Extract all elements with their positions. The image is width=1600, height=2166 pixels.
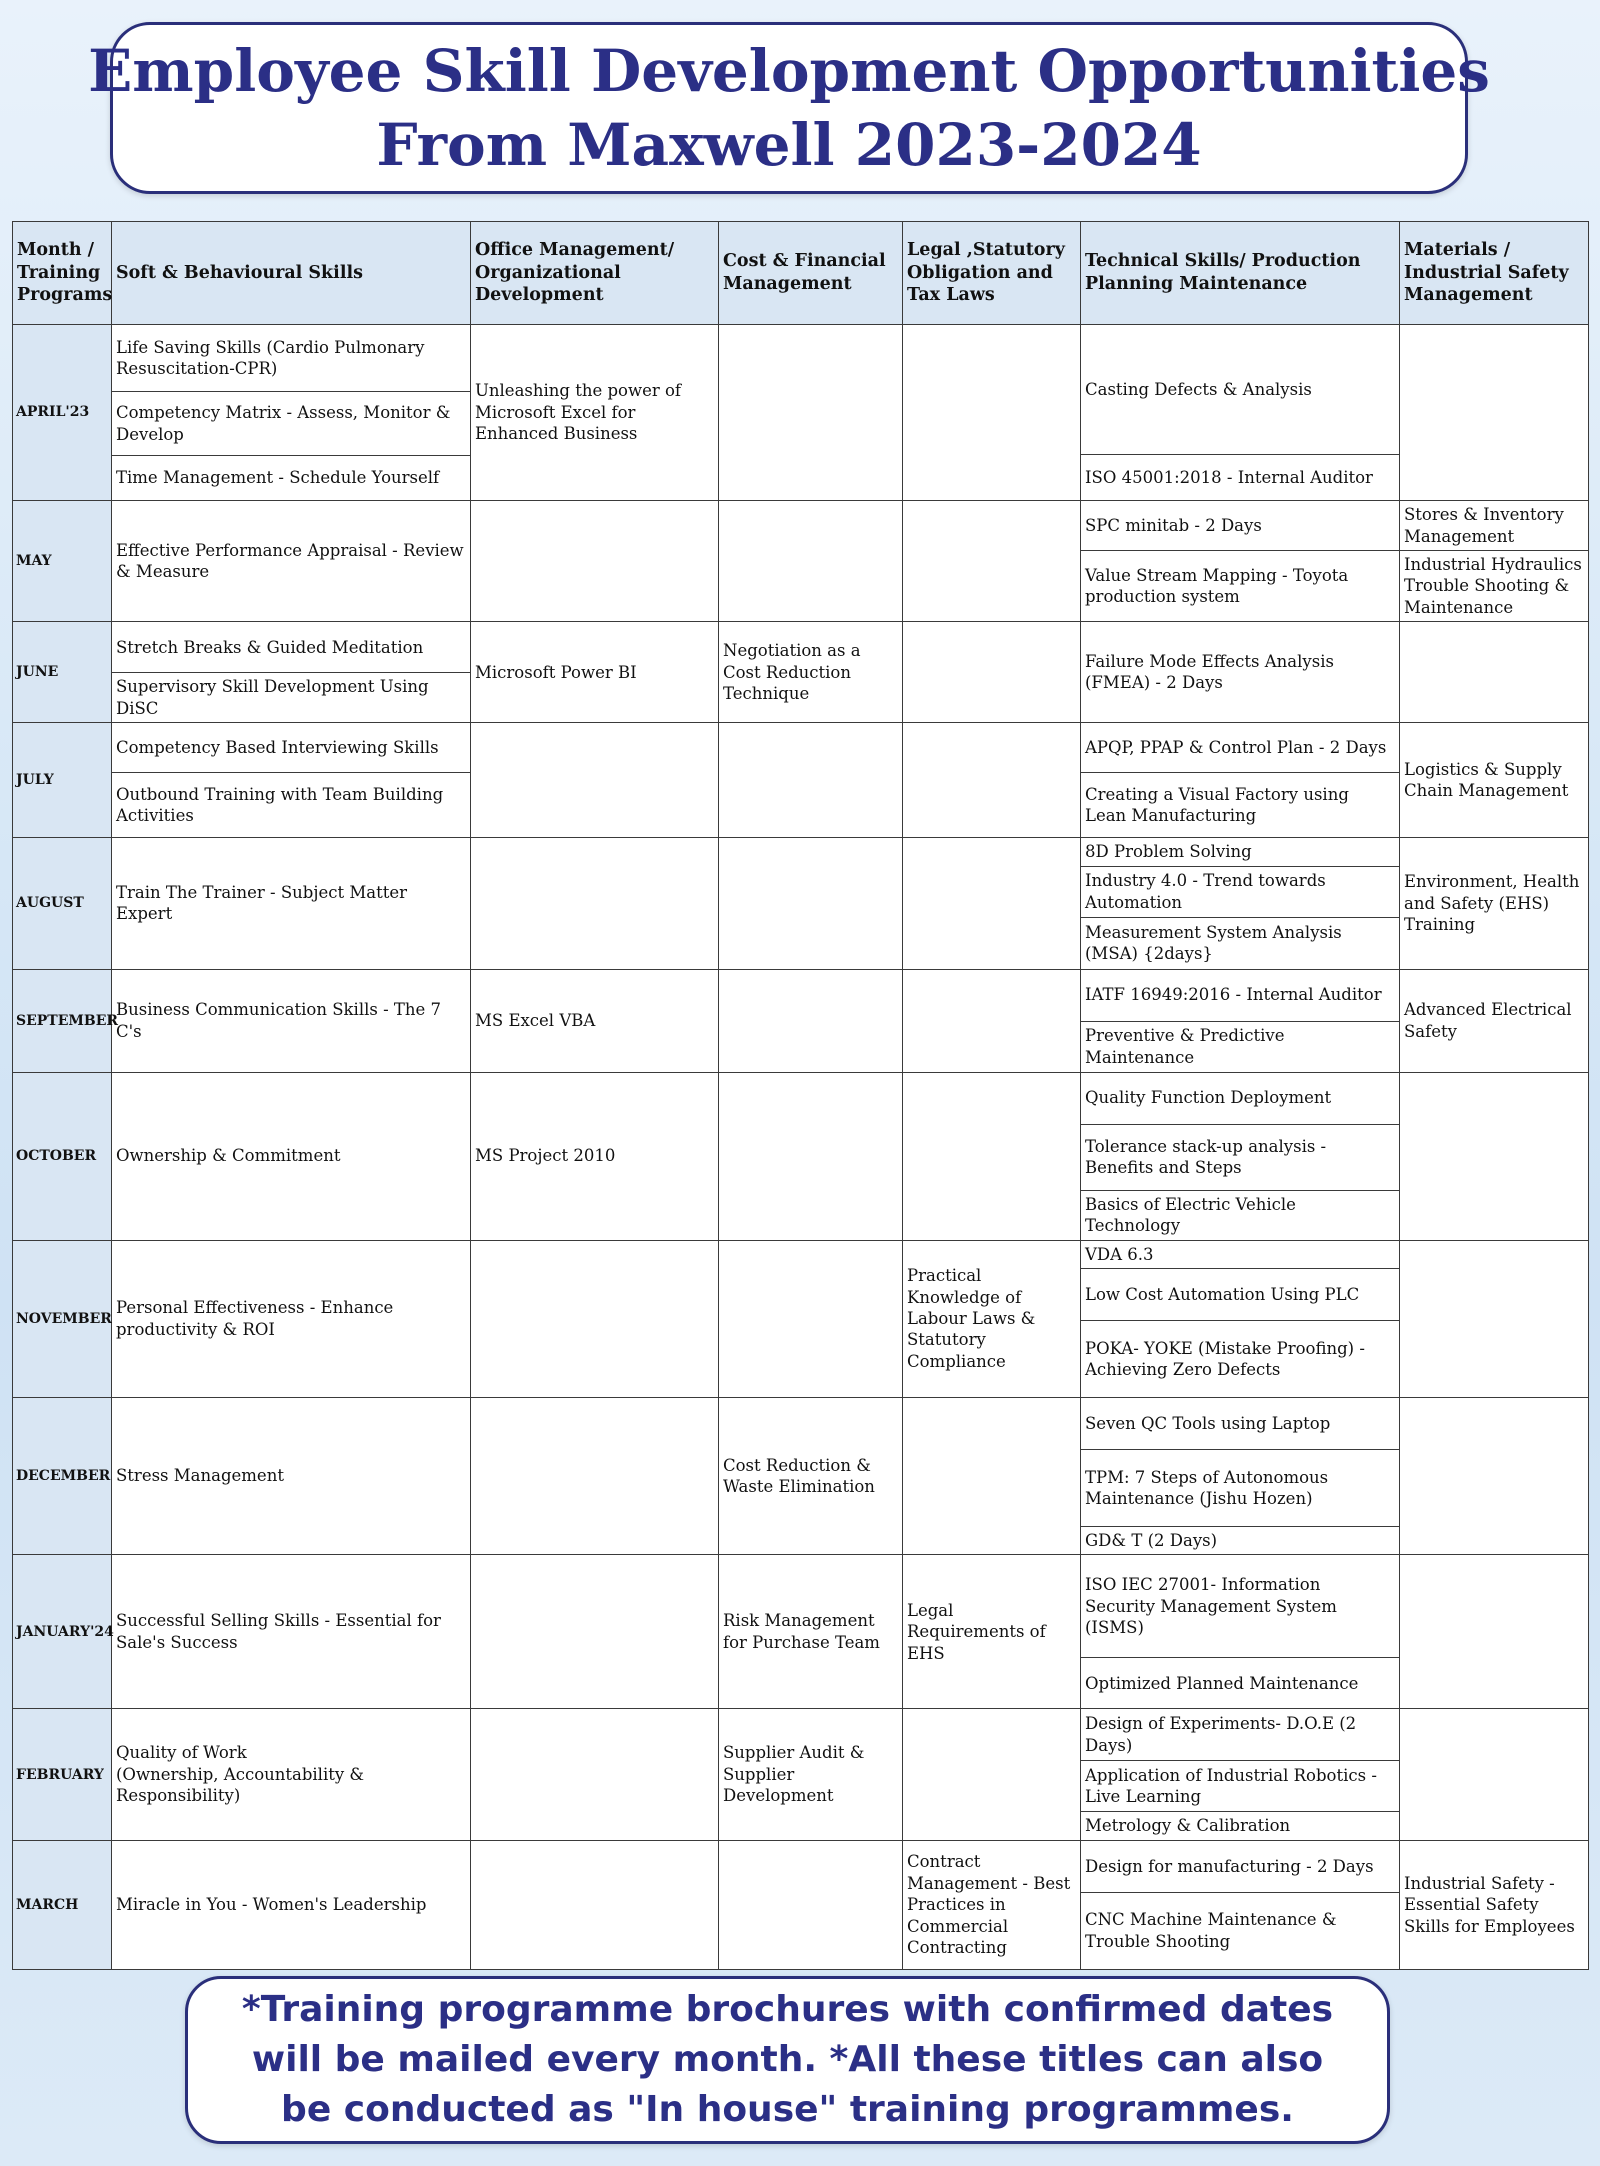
- table-row: [13, 969, 1589, 1021]
- tech-cell: Creating a Visual Factory using Lean Manufacturing: [1081, 773, 1400, 838]
- table-row: [13, 501, 1589, 551]
- table-row: [13, 325, 1589, 391]
- header-office-management: Office Management/ Organizational Development: [471, 222, 719, 325]
- materials-cell: Industrial Hydraulics Trouble Shooting & Maintenance: [1400, 551, 1589, 622]
- month-cell: OCTOBER: [13, 1072, 112, 1240]
- office-cell: [471, 1840, 719, 1969]
- legal-cell: Practical Knowledge of Labour Laws & Statutory Compliance: [903, 1240, 1081, 1397]
- table-row: [13, 1397, 1589, 1449]
- soft-skill-title: Quality of Work: [116, 1743, 247, 1763]
- title-banner: [88, 22, 1490, 194]
- footer-note-line-1: *Training programme brochures with confirmed dates: [241, 1989, 1334, 2030]
- legal-cell: [903, 501, 1081, 622]
- soft-skill-cell: Supervisory Skill Development Using DiSC: [112, 673, 471, 723]
- materials-cell: [1400, 1709, 1589, 1840]
- cost-cell: [719, 1240, 903, 1397]
- footer-note-line-2: will be mailed every month. *All these titles can also: [251, 2039, 1324, 2080]
- cost-cell: Cost Reduction & Waste Elimination: [719, 1397, 903, 1554]
- soft-skill-cell: Train The Trainer - Subject Matter Expert: [112, 838, 471, 969]
- legal-cell: [903, 969, 1081, 1072]
- month-cell: SEPTEMBER: [13, 969, 112, 1072]
- month-cell: JUNE: [13, 622, 112, 723]
- month-cell: NOVEMBER: [13, 1240, 112, 1397]
- table-row: [13, 838, 1589, 866]
- training-schedule-table: [12, 221, 1589, 1970]
- materials-cell: [1400, 325, 1589, 501]
- cost-cell: [719, 838, 903, 969]
- tech-cell: ISO IEC 27001- Information Security Management System (ISMS): [1081, 1555, 1400, 1658]
- soft-skill-cell: Personal Effectiveness - Enhance productivity & ROI: [112, 1240, 471, 1397]
- month-cell: APRIL'23: [13, 325, 112, 501]
- month-cell: DECEMBER: [13, 1397, 112, 1554]
- header-technical-skills: Technical Skills/ Production Planning Maintenance: [1081, 222, 1400, 325]
- soft-skill-cell: Time Management - Schedule Yourself: [112, 456, 471, 501]
- month-cell: JANUARY'24: [13, 1555, 112, 1709]
- table-row: [13, 1240, 1589, 1268]
- tech-cell: Optimized Planned Maintenance: [1081, 1658, 1400, 1709]
- tech-cell: VDA 6.3: [1081, 1240, 1400, 1268]
- tech-cell: Basics of Electric Vehicle Technology: [1081, 1190, 1400, 1240]
- tech-cell: Casting Defects & Analysis: [1081, 325, 1400, 455]
- legal-cell: [903, 1072, 1081, 1240]
- office-cell: Unleashing the power of Microsoft Excel for Enhanced Business: [471, 325, 719, 501]
- header-materials-safety: Materials / Industrial Safety Management: [1400, 222, 1589, 325]
- legal-cell: [903, 1709, 1081, 1840]
- office-cell: [471, 723, 719, 838]
- legal-cell: [903, 1397, 1081, 1554]
- soft-skill-cell: Life Saving Skills (Cardio Pulmonary Resuscitation-CPR): [112, 325, 471, 392]
- legal-cell: [903, 838, 1081, 969]
- month-cell: MARCH: [13, 1840, 112, 1969]
- soft-skill-cell: Miracle in You - Women's Leadership: [112, 1840, 471, 1969]
- cost-cell: [719, 1840, 903, 1969]
- legal-cell: Contract Management - Best Practices in Commercial Contracting: [903, 1840, 1081, 1969]
- cost-cell: [719, 969, 903, 1072]
- soft-skill-cell: Competency Based Interviewing Skills: [112, 723, 471, 773]
- soft-skill-cell: Competency Matrix - Assess, Monitor & Develop: [112, 392, 471, 456]
- tech-cell: POKA- YOKE (Mistake Proofing) - Achieving Zero Defects: [1081, 1320, 1400, 1397]
- cost-cell: Negotiation as a Cost Reduction Technique: [719, 622, 903, 723]
- soft-skill-cell: Stress Management: [112, 1397, 471, 1554]
- table-row: [13, 1555, 1589, 1658]
- table-row: [13, 622, 1589, 673]
- tech-cell: Low Cost Automation Using PLC: [1081, 1268, 1400, 1320]
- office-cell: [471, 1240, 719, 1397]
- tech-cell: Industry 4.0 - Trend towards Automation: [1081, 866, 1400, 917]
- materials-cell: Advanced Electrical Safety: [1400, 969, 1589, 1072]
- materials-cell: [1400, 1240, 1589, 1397]
- header-legal-statutory: Legal ,Statutory Obligation and Tax Laws: [903, 222, 1081, 325]
- materials-cell: Logistics & Supply Chain Management: [1400, 723, 1589, 838]
- header-row: [13, 222, 1589, 325]
- tech-cell: Measurement System Analysis (MSA) {2days}: [1081, 917, 1400, 969]
- footer-note-line-3: be conducted as "In house" training programmes.: [281, 2089, 1294, 2130]
- materials-cell: Industrial Safety - Essential Safety Skills for Employees: [1400, 1840, 1589, 1969]
- legal-cell: [903, 723, 1081, 838]
- materials-cell: [1400, 622, 1589, 723]
- materials-cell: Stores & Inventory Management: [1400, 501, 1589, 551]
- tech-cell: Value Stream Mapping - Toyota production system: [1081, 551, 1400, 622]
- office-cell: [471, 1709, 719, 1840]
- soft-skill-subtitle: (Ownership, Accountability & Responsibility): [116, 1764, 365, 1806]
- tech-cell: IATF 16949:2016 - Internal Auditor: [1081, 969, 1400, 1021]
- tech-cell: SPC minitab - 2 Days: [1081, 501, 1400, 551]
- materials-cell: Environment, Health and Safety (EHS) Training: [1400, 838, 1589, 969]
- office-cell: Microsoft Power BI: [471, 622, 719, 723]
- page-title-line-2: From Maxwell 2023-2024: [376, 111, 1202, 179]
- cost-cell: Risk Management for Purchase Team: [719, 1555, 903, 1709]
- soft-skill-cell: Stretch Breaks & Guided Meditation: [112, 622, 471, 673]
- cost-cell: [719, 1072, 903, 1240]
- soft-skill-cell: Successful Selling Skills - Essential for Sale's Success: [112, 1555, 471, 1709]
- month-cell: JULY: [13, 723, 112, 838]
- soft-skill-cell: Outbound Training with Team Building Activities: [112, 773, 471, 838]
- soft-skill-cell: Ownership & Commitment: [112, 1072, 471, 1240]
- table-row: [13, 723, 1589, 773]
- legal-cell: Legal Requirements of EHS: [903, 1555, 1081, 1709]
- materials-cell: [1400, 1555, 1589, 1709]
- soft-skill-cell: Business Communication Skills - The 7 C's: [112, 969, 471, 1072]
- header-month: Month / Training Programs: [13, 222, 112, 325]
- legal-cell: [903, 622, 1081, 723]
- month-cell: MAY: [13, 501, 112, 622]
- tech-cell: Design for manufacturing - 2 Days: [1081, 1840, 1400, 1892]
- tech-cell: Application of Industrial Robotics - Live Learning: [1081, 1761, 1400, 1812]
- page-title-line-1: Employee Skill Development Opportunities: [88, 37, 1490, 105]
- tech-cell: Quality Function Deployment: [1081, 1072, 1400, 1124]
- soft-skill-cell: [112, 1709, 471, 1840]
- cost-cell: [719, 501, 903, 622]
- cost-cell: Supplier Audit & Supplier Development: [719, 1709, 903, 1840]
- office-cell: [471, 1397, 719, 1554]
- tech-cell: Tolerance stack-up analysis - Benefits and Steps: [1081, 1124, 1400, 1190]
- office-cell: MS Project 2010: [471, 1072, 719, 1240]
- footer-note: [185, 1976, 1390, 2144]
- tech-cell: APQP, PPAP & Control Plan - 2 Days: [1081, 723, 1400, 773]
- office-cell: MS Excel VBA: [471, 969, 719, 1072]
- materials-cell: [1400, 1397, 1589, 1554]
- table-row: [13, 1840, 1589, 1892]
- tech-cell: TPM: 7 Steps of Autonomous Maintenance (Jishu Hozen): [1081, 1449, 1400, 1526]
- cost-cell: [719, 723, 903, 838]
- tech-cell: Metrology & Calibration: [1081, 1812, 1400, 1840]
- tech-cell: Seven QC Tools using Laptop: [1081, 1397, 1400, 1449]
- tech-cell: Failure Mode Effects Analysis (FMEA) - 2 Days: [1081, 622, 1400, 723]
- tech-cell: 8D Problem Solving: [1081, 838, 1400, 866]
- soft-skill-cell: Effective Performance Appraisal - Review & Measure: [112, 501, 471, 622]
- office-cell: [471, 1555, 719, 1709]
- materials-cell: [1400, 1072, 1589, 1240]
- table-row: [13, 1072, 1589, 1124]
- tech-cell: ISO 45001:2018 - Internal Auditor: [1081, 455, 1400, 501]
- tech-cell: CNC Machine Maintenance & Trouble Shooting: [1081, 1892, 1400, 1969]
- tech-cell: Preventive & Predictive Maintenance: [1081, 1021, 1400, 1072]
- office-cell: [471, 838, 719, 969]
- month-cell: FEBRUARY: [13, 1709, 112, 1840]
- tech-cell: GD& T (2 Days): [1081, 1526, 1400, 1554]
- month-cell: AUGUST: [13, 838, 112, 969]
- cost-cell: [719, 325, 903, 501]
- header-soft-skills: Soft & Behavioural Skills: [112, 222, 471, 325]
- legal-cell: [903, 325, 1081, 501]
- office-cell: [471, 501, 719, 622]
- tech-cell: Design of Experiments- D.O.E (2 Days): [1081, 1709, 1400, 1761]
- header-cost-financial: Cost & Financial Management: [719, 222, 903, 325]
- table-row: [13, 1709, 1589, 1761]
